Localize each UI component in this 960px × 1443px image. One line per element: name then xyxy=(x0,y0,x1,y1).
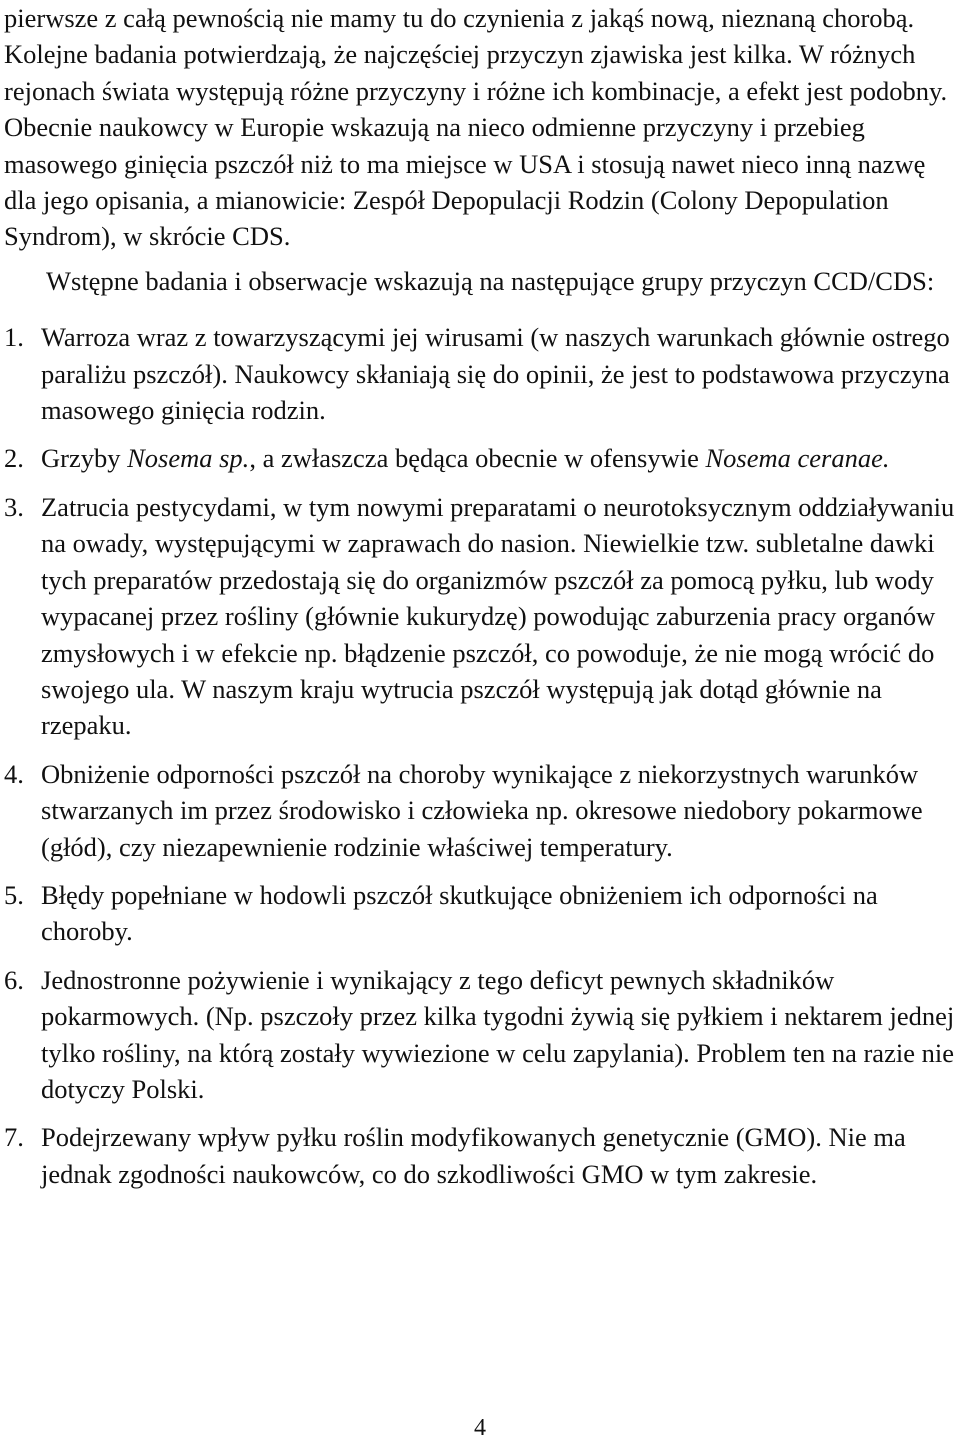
list-item xyxy=(4,962,956,1108)
item-number: 7. xyxy=(4,1122,24,1153)
document-page xyxy=(4,0,956,1204)
species-name: Nosema sp. xyxy=(127,443,250,474)
item-number: 3. xyxy=(4,491,24,522)
item-number: 5. xyxy=(4,879,24,910)
intro-paragraph xyxy=(4,0,956,255)
list-item xyxy=(4,319,956,428)
item-number: 4. xyxy=(4,758,24,789)
causes-list xyxy=(4,319,956,1192)
intro-text-part2: Obecnie naukowcy w Europie wskazują na nieco odmienne przyczyny i przebieg masowego ginięcia pszczół niż to ma miejsce w USA i stosują nawet nieco inną nazwę dla jego opisania, a mianowicie: Zespół Depopulacji Rodzin (Colony Depopulation Syndrom), w skrócie CDS. xyxy=(4,112,926,252)
intro-text-part1: pierwsze z całą pewnością nie mamy tu do czynienia z jakąś nową, nieznaną chorobą. Kolejne badania potwierdzają, że najczęściej przyczyn zjawiska jest kilka. W różnych rejonach świata występują różne przyczyny i różne ich kombinacje, a efekt jest podobny. xyxy=(4,3,948,106)
item-text: Błędy popełniane w hodowli pszczół skutkujące obniżeniem ich odporności na choroby. xyxy=(41,879,878,947)
species-name: Nosema ceranae. xyxy=(705,443,890,474)
item-text-part: , a zwłaszcza będąca obecnie w ofensywie xyxy=(249,443,706,474)
page-number: 4 xyxy=(474,1415,486,1441)
list-item xyxy=(4,877,956,950)
list-item xyxy=(4,440,956,476)
item-text: Podejrzewany wpływ pyłku roślin modyfikowanych genetycznie (GMO). Nie ma jednak zgodności naukowców, co do szkodliwości GMO w tym zakresie. xyxy=(41,1122,906,1189)
item-text: Jednostronne pożywienie i wynikający z tego deficyt pewnych składników pokarmowych. (Np. pszczoły przez kilka tygodni żywią się pyłkiem i nektarem jednej tylko rośliny, na którą zostały wywiezione w celu zapylania). Problem ten na razie nie dotyczy Polski. xyxy=(41,964,955,1104)
item-text-part: Grzyby xyxy=(41,443,128,474)
item-number: 6. xyxy=(4,964,24,995)
lead-paragraph: Wstępne badania i obserwacje wskazują na następujące grupy przyczyn CCD/CDS: xyxy=(46,265,935,296)
list-item xyxy=(4,1119,956,1192)
item-text xyxy=(41,440,956,476)
item-number: 2. xyxy=(4,443,24,474)
item-text: Warroza wraz z towarzyszącymi jej wirusami (w naszych warunkach głównie ostrego paraliżu pszczół). Naukowcy skłaniają się do opinii, że jest to podstawowa przyczyna masowego ginięcia rodzin. xyxy=(41,322,950,426)
list-item xyxy=(4,489,956,744)
item-number: 1. xyxy=(4,322,24,353)
item-text: Obniżenie odporności pszczół na choroby wynikające z niekorzystnych warunków stwarzanych im przez środowisko i człowieka np. okresowe niedobory pokarmowe (głód), czy niezapewnienie rodzinie właściwej temperatury. xyxy=(41,758,923,862)
item-text: Zatrucia pestycydami, w tym nowymi preparatami o neurotoksycznym oddziaływaniu na owady, występującymi w zaprawach do nasion. Niewielkie tzw. subletalne dawki tych preparatów przedostają się do organizmów pszczół za pomocą pyłku, lub wody wypacanej przez rośliny (głównie kukurydzę) powodując zaburzenia pracy organów zmysłowych i w efekcie np. błądzenie pszczół, co powoduje, że nie mogą wrócić do swojego ula. W naszym kraju wytrucia pszczół występują jak dotąd głównie na rzepaku. xyxy=(41,491,955,741)
list-item xyxy=(4,756,956,865)
